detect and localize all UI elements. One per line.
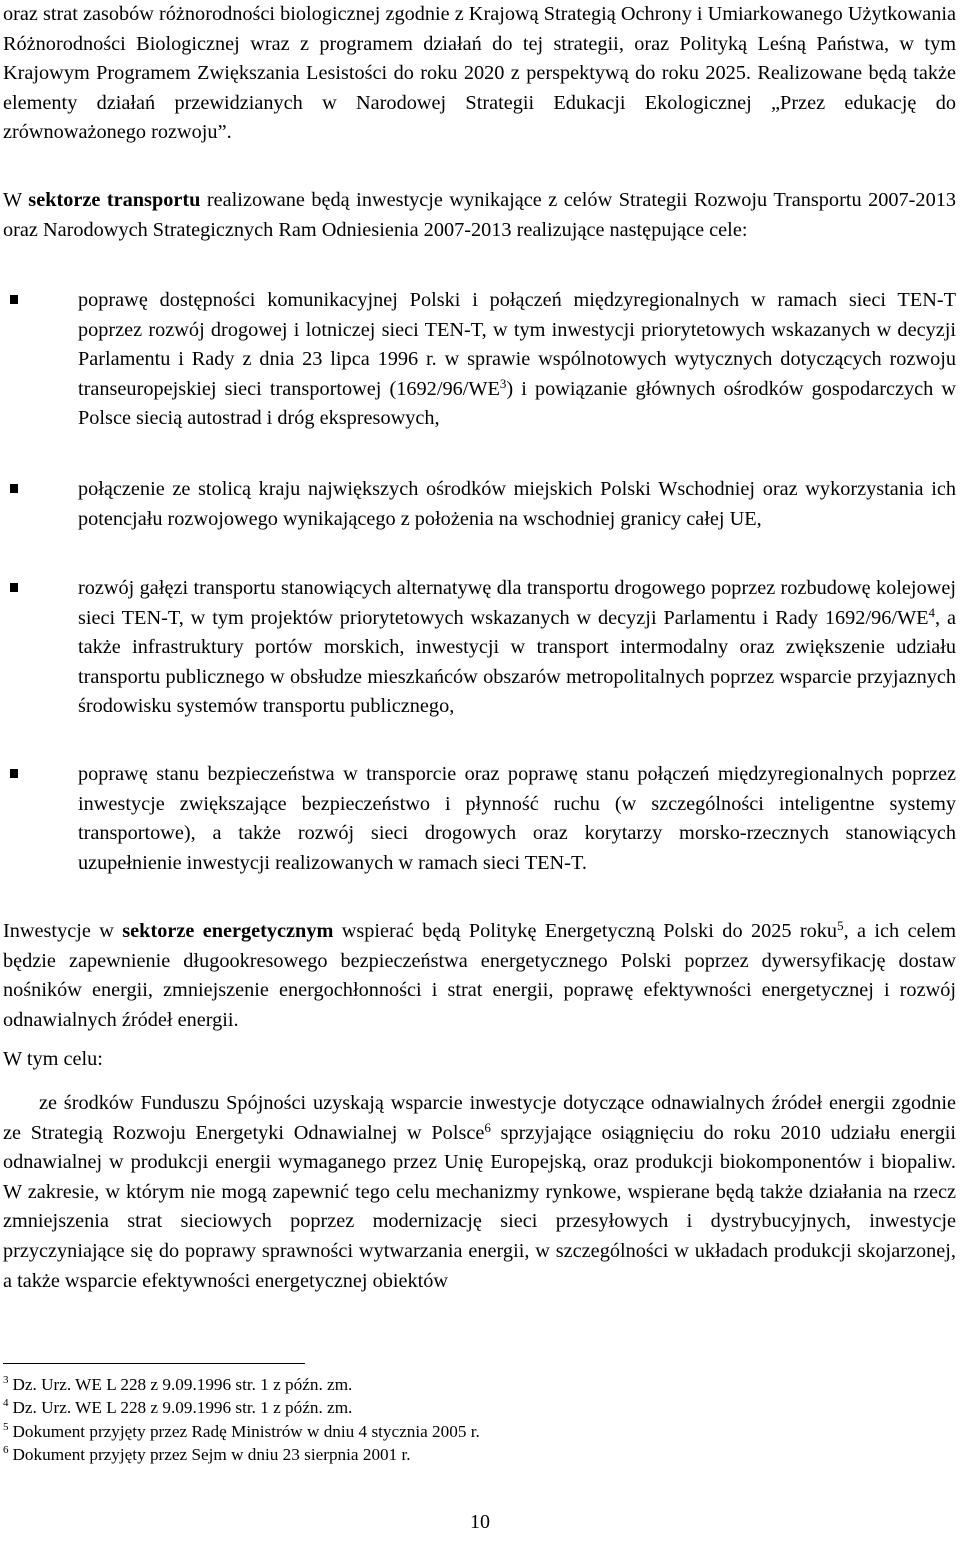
footnote-number: 6 (3, 1444, 9, 1457)
footnote-number: 5 (3, 1420, 9, 1433)
square-bullet-icon (10, 295, 18, 304)
paragraph-renewables (3, 1089, 956, 1296)
paragraph-text: , a ich celem będzie zapewnienie długookresowego bezpieczeństwa energetycznego Polski poprzez dywersyfikację dostaw nośników energii, zmniejszenie energochłonności i strat energii, poprawę efektywności energetycznej i rozwój odnawialnych źródeł energii. (3, 920, 956, 1031)
footnote-text: Dokument przyjęty przez Sejm w dniu 23 sierpnia 2001 r. (12, 1445, 411, 1465)
paragraph-text: W (3, 189, 29, 211)
paragraph-text: realizowane będą inwestycje wynikające z celów Strategii Rozwoju Transportu 2007-2013 oraz Narodowych Strategicznych Ram Odniesienia 2007-2013 realizujące następujące cele: (3, 189, 956, 241)
list-item-text-part: , a także infrastruktury portów morskich, inwestycji w transport intermodalny oraz zwiększenie udziału transportu publicznego w obsłudze mieszkańców obszarów metropolitalnych poprzez wsparcie przyjaznych środowisku systemów transportu publicznego, (78, 606, 956, 718)
square-bullet-icon (10, 484, 18, 493)
paragraph-text: wspierać będą Politykę Energetyczną Polski do 2025 roku (333, 920, 838, 942)
list-item (3, 574, 956, 722)
paragraph-goal-heading (3, 1045, 956, 1075)
list-item-text (78, 574, 956, 722)
footnote-ref: 3 (499, 375, 507, 391)
list-item-text-part: poprawę dostępności komunikacyjnej Polski i połączeń międzyregionalnych w ramach sieci TEN-T poprzez rozwój drogowej i lotniczej sieci TEN-T, w tym inwestycji priorytetowych wskazanych w decyzji Parlamentu i Rady z dnia 23 lipca 1996 r. w sprawie wspólnotowych wytycznych dotyczących rozwoju transeuropejskiej sieci transportowej (1692/96/WE (78, 289, 956, 400)
list-item-text (78, 286, 956, 434)
footnote-separator (3, 1363, 305, 1364)
footnote (3, 1420, 803, 1443)
square-bullet-icon (10, 769, 18, 778)
list-item-text: poprawę stanu bezpieczeństwa w transporcie oraz poprawę stanu połączeń międzyregionalnych poprzez inwestycje zwiększające bezpieczeństwo i płynność ruchu (w szczególności inteligentne systemy transportowe), a także rozwój sieci drogowych oraz korytarzy morsko-rzecznych stanowiących uzupełnienie inwestycji realizowanych w ramach sieci TEN-T. (78, 763, 956, 874)
paragraph-biodiversity (3, 0, 956, 148)
paragraph-energy (3, 917, 956, 1035)
list-item (3, 286, 956, 434)
footnote (3, 1396, 803, 1419)
list-item-text-part: rozwój gałęzi transportu stanowiących alternatywę dla transportu drogowego poprzez rozbudowę kolejowej sieci TEN-T, w tym projektów priorytetowych wskazanych w decyzji Parlamentu i Rady 1692/96/WE (78, 577, 956, 629)
footnote (3, 1373, 803, 1396)
list-item (3, 760, 956, 878)
paragraph-text: ze środków Funduszu Spójności uzyskają wsparcie inwestycje dotyczące odnawialnych źródeł energii zgodnie ze Strategią Rozwoju Energetyki Odnawialnej w Polsce (3, 1092, 956, 1144)
paragraph-text: sprzyjające osiągnięciu do roku 2010 udziału energii odnawialnej w produkcji energii wymaganego przez Unię Europejską, oraz produkcji biokomponentów i biopaliw. W zakresie, w którym nie mogą zapewnić tego celu mechanizmy rynkowe, wspierane będą także działania na rzecz zmniejszenia strat sieciowych poprzez modernizację sieci przesyłowych i dystrybucyjnych, inwestycje przyczyniające się do poprawy sprawności wytwarzania energii, w szczególności w układach produkcji skojarzonej, a także wsparcie efektywności energetycznej obiektów (3, 1121, 956, 1292)
paragraph-transport-intro (3, 186, 956, 245)
paragraph-text: oraz strat zasobów różnorodności biologicznej zgodnie z Krajową Strategią Ochrony i Umiarkowanego Użytkowania Różnorodności Biologicznej wraz z programem działań do tej strategii, oraz Polityką Leśną Państwa, w tym Krajowym Programem Zwiększania Lesistości do roku 2020 z perspektywą do roku 2025. Realizowane będą także elementy działań przewidzianych w Narodowej Strategii Edukacji Ekologicznej „Przez edukację do zrównoważonego rozwoju”. (3, 3, 956, 144)
footnote-text: Dz. Urz. WE L 228 z 9.09.1996 str. 1 z późn. zm. (12, 1398, 353, 1418)
list-item (3, 475, 956, 534)
footnote (3, 1443, 803, 1466)
paragraph-text: Inwestycje w (3, 920, 123, 942)
list-item-text-part: ) i powiązanie głównych ośrodków gospodarczych w Polsce siecią autostrad i dróg ekspresowych, (78, 377, 956, 430)
square-bullet-icon (10, 583, 18, 592)
footnote-ref: 6 (484, 1119, 491, 1135)
footnote-ref: 4 (928, 604, 936, 620)
list-item-text: połączenie ze stolicą kraju największych ośrodków miejskich Polski Wschodniej oraz wykorzystania ich potencjału rozwojowego wynikającego z położenia na wschodniej granicy całej UE, (78, 478, 956, 530)
footnote-text: Dokument przyjęty przez Radę Ministrów w dniu 4 stycznia 2005 r. (12, 1421, 480, 1441)
bold-term-transport: sektorze transportu (28, 189, 201, 211)
paragraph-text: W tym celu: (3, 1048, 103, 1070)
footnotes (3, 1373, 803, 1467)
footnote-text: Dz. Urz. WE L 228 z 9.09.1996 str. 1 z późn. zm. (12, 1375, 353, 1394)
footnote-number: 3 (3, 1374, 9, 1386)
footnote-ref: 5 (837, 918, 844, 933)
footnote-number: 4 (3, 1397, 9, 1410)
bold-term-energy: sektorze energetycznym (122, 920, 334, 942)
page-number: 10 (470, 1511, 490, 1533)
